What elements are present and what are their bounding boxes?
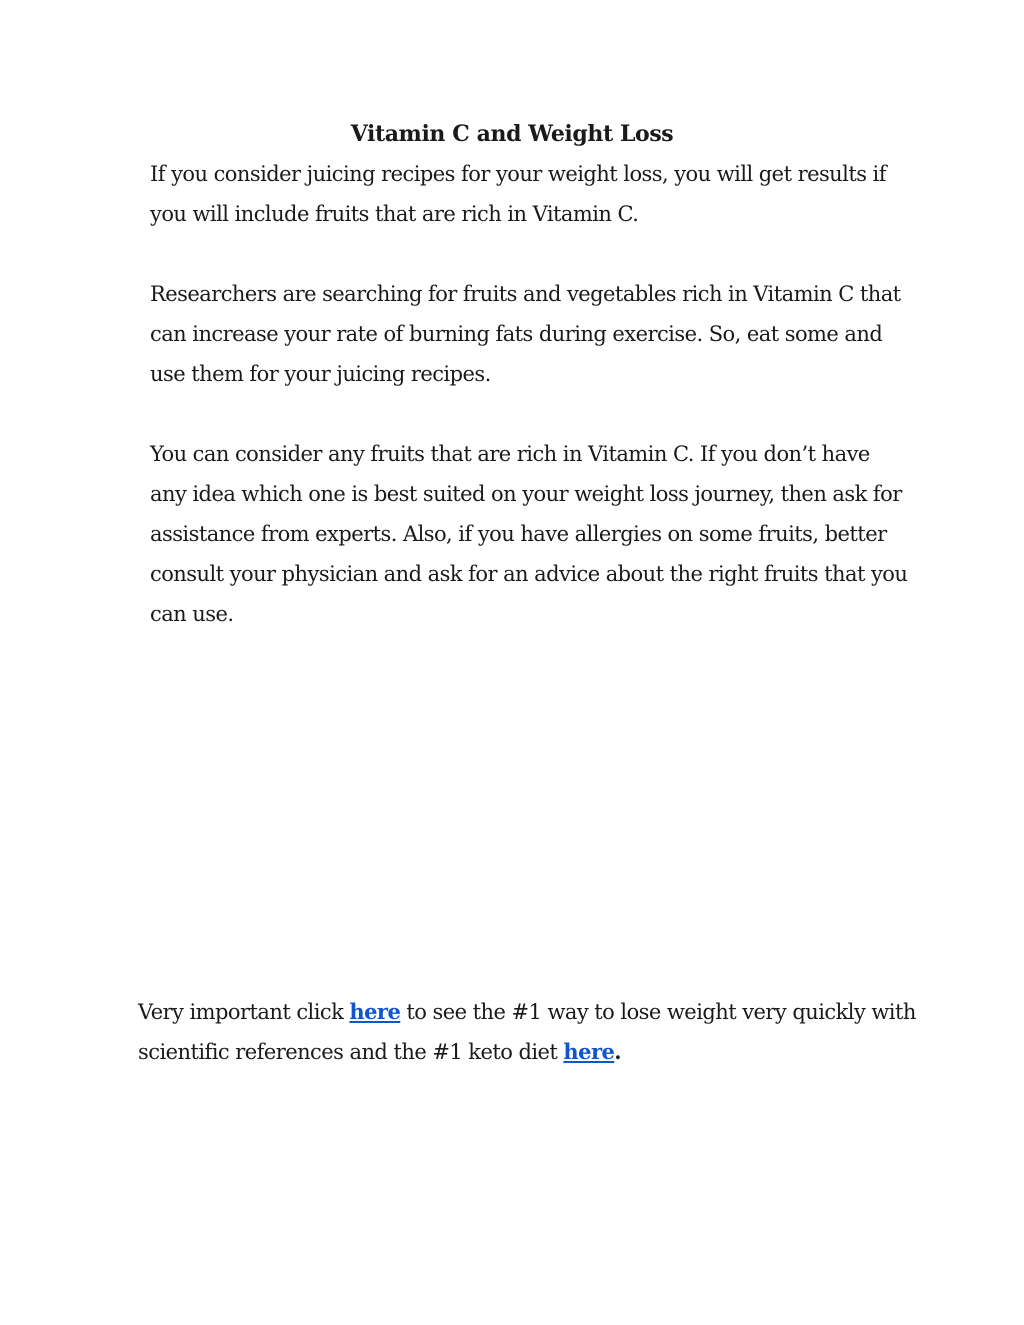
cta-text-middle: to see the #1 way to lose weight very quickly with scientific references and the #1 keto diet: [138, 1000, 916, 1064]
paragraph-research: Researchers are searching for fruits and vegetables rich in Vitamin C that can increase your rate of burning fats during exercise. So, eat some and use them for your juicing recipes.: [150, 282, 901, 386]
page-title: Vitamin C and Weight Loss: [350, 121, 674, 147]
here-link-weight-loss[interactable]: here: [349, 999, 401, 1024]
paragraph-intro: If you consider juicing recipes for your weight loss, you will get results if you will include fruits that are rich in Vitamin C.: [150, 162, 886, 226]
cta-text-lead: Very important click: [138, 1000, 350, 1024]
here-link-keto-diet[interactable]: here: [563, 1039, 615, 1064]
cta-text-end: .: [614, 1039, 622, 1064]
call-to-action: [138, 992, 918, 1072]
paragraph-advice: You can consider any fruits that are rich in Vitamin C. If you don’t have any idea which one is best suited on your weight loss journey, then ask for assistance from experts. Also, if you have allergies on some fruits, better consult your physician and ask for an advice about the right fruits that you can use.: [150, 442, 908, 626]
document-body: [150, 154, 910, 674]
